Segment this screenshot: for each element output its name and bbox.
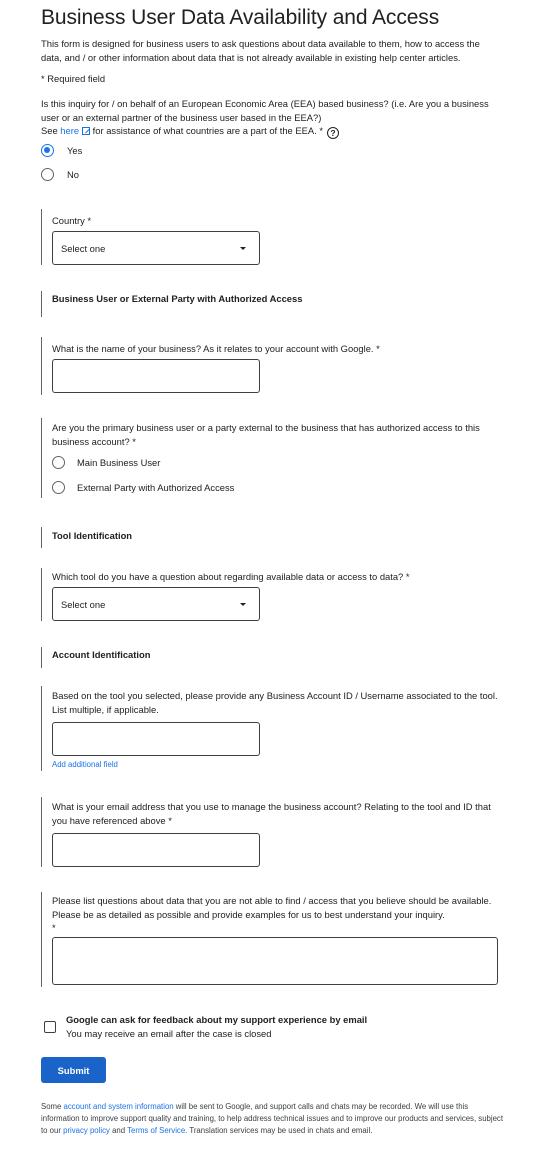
section-indicator-user-type — [41, 418, 42, 498]
questions-label — [52, 894, 504, 935]
eea-help-link[interactable]: here — [60, 125, 80, 136]
account-id-input[interactable] — [52, 722, 260, 756]
questions-required-mark: * — [52, 922, 56, 933]
section-indicator-business-name — [41, 337, 42, 395]
section-indicator-business — [41, 291, 42, 317]
section-indicator-country — [41, 209, 42, 265]
radio-yes-label: Yes — [67, 145, 83, 156]
dropdown-caret-icon — [240, 603, 246, 606]
account-id-label: Based on the tool you selected, please provide any Business Account ID / Username associated to the tool. List multiple, if applicable. — [52, 690, 498, 715]
feedback-checkbox[interactable] — [44, 1021, 56, 1033]
country-select[interactable] — [52, 231, 260, 265]
radio-option-yes[interactable] — [41, 144, 82, 158]
feedback-subtitle: You may receive an email after the case is closed — [66, 1028, 272, 1039]
country-select-value: Select one — [61, 243, 106, 254]
email-input[interactable] — [52, 833, 260, 867]
section-indicator-questions — [41, 892, 42, 987]
footer-disclaimer — [41, 1101, 506, 1138]
business-name-input[interactable] — [52, 359, 260, 393]
radio-yes[interactable] — [41, 144, 54, 157]
tool-select[interactable] — [52, 587, 260, 621]
section-indicator-tool-select — [41, 568, 42, 621]
terms-of-service-link[interactable]: Terms of Service — [127, 1126, 186, 1136]
tool-label: Which tool do you have a question about regarding available data or access to data? * — [52, 571, 410, 582]
section-title-account: Account Identification — [52, 649, 151, 660]
radio-option-no[interactable] — [41, 168, 79, 182]
external-link-icon — [82, 127, 90, 135]
radio-external-party[interactable] — [52, 481, 65, 494]
feedback-title: Google can ask for feedback about my support experience by email — [66, 1014, 368, 1025]
eea-question-text: Is this inquiry for / on behalf of an European Economic Area (EEA) based business? (i.e. Are you a business user or an external partner of the business user based in the EEA?) — [41, 98, 489, 123]
email-label: What is your email address that you use to manage the business account? Relating to the tool and ID that you have referenced above * — [52, 801, 491, 826]
section-title-business: Business User or External Party with Authorized Access — [52, 293, 303, 304]
country-label: Country * — [52, 215, 92, 226]
section-indicator-tool — [41, 527, 42, 548]
questions-textarea[interactable] — [52, 937, 498, 985]
section-indicator-account-id — [41, 686, 42, 771]
help-circle-icon[interactable]: ? — [327, 127, 339, 139]
tool-select-value: Select one — [61, 599, 106, 610]
eea-see-prefix: See — [41, 125, 61, 136]
dropdown-caret-icon — [240, 247, 246, 250]
submit-button[interactable]: Submit — [41, 1057, 106, 1083]
account-system-info-link[interactable]: account and system information — [63, 1102, 174, 1111]
section-indicator-account — [41, 647, 42, 668]
footer-text-4: . Translation services may be used in chats and email. — [185, 1126, 373, 1136]
radio-option-external-party[interactable] — [52, 481, 234, 495]
section-title-tool: Tool Identification — [52, 530, 133, 541]
radio-no-label: No — [67, 169, 79, 180]
user-type-label: Are you the primary business user or a party external to the business that has authorized access to this business account? * — [52, 422, 480, 447]
eea-question-label — [41, 97, 503, 139]
footer-text-2: will be sent to Google, and support calls and chats may be recorded. We will use this information to improve support quality and training, to help address technical issues and to improve our products and services, subject to our — [41, 1102, 503, 1136]
radio-main-user[interactable] — [52, 456, 65, 469]
privacy-policy-link[interactable]: privacy policy — [63, 1126, 110, 1136]
business-name-label: What is the name of your business? As it relates to your account with Google. * — [52, 343, 380, 354]
add-additional-field-link[interactable]: Add additional field — [52, 760, 118, 769]
required-note: * Required field — [41, 73, 106, 84]
footer-text-3: and — [109, 1126, 128, 1136]
radio-main-user-label: Main Business User — [77, 457, 161, 468]
footer-text-1: Some — [41, 1102, 64, 1111]
page-title: Business User Data Availability and Access — [41, 6, 440, 29]
questions-label-text: Please list questions about data that you are not able to find / access that you believe should be available. Please be as detailed as possible and provide examples for us to best understand your inquiry. — [52, 895, 492, 920]
section-indicator-email — [41, 797, 42, 867]
radio-external-party-label: External Party with Authorized Access — [77, 482, 235, 493]
form-description: This form is designed for business users to ask questions about data available to them, how to access the data, and / or other information about data that is not already available in existing help center articles. — [41, 38, 480, 63]
radio-option-main-user[interactable] — [52, 456, 160, 470]
radio-no[interactable] — [41, 168, 54, 181]
eea-see-suffix: for assistance of what countries are a part of the EEA. * — [90, 125, 323, 136]
